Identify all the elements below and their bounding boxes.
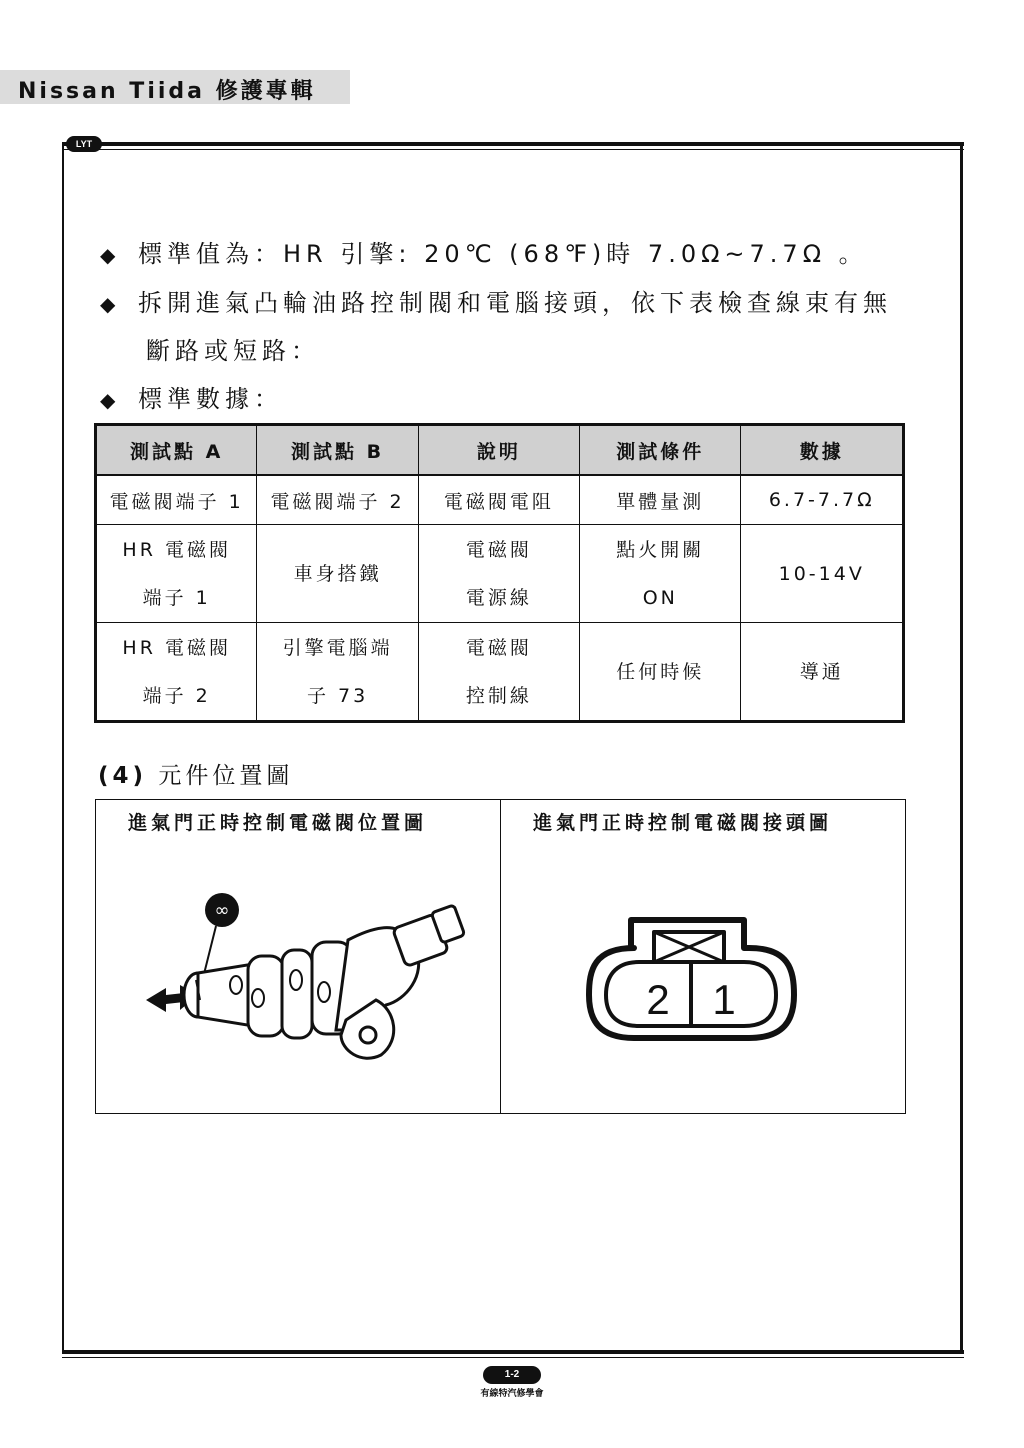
frame-right	[960, 142, 963, 1354]
component-figure-box	[95, 799, 906, 1114]
figure-title-connector: 進氣門正時控制電磁閥接頭圖	[533, 812, 833, 834]
bottom-rule	[62, 1350, 964, 1354]
bullet-standard-data	[100, 379, 283, 414]
table-cell	[96, 525, 257, 623]
top-rule	[62, 142, 964, 146]
cell-line: 端子 1	[142, 586, 211, 609]
bottom-rule-thin	[62, 1357, 964, 1358]
col-header-test-condition: 測試條件	[580, 425, 741, 476]
col-header-description: 說明	[418, 425, 579, 476]
cell-line: 電磁閥	[465, 636, 532, 659]
bullet-standard-value	[100, 234, 868, 269]
figure-title-location: 進氣門正時控制電磁閥位置圖	[128, 812, 428, 834]
logo-badge: LYT	[66, 136, 102, 152]
cell-line: HR 電磁閥	[122, 636, 231, 659]
header-title: Nissan Tiida 修護專輯	[18, 79, 316, 104]
connector-pin-1: 1	[712, 976, 736, 1023]
figure-divider	[500, 800, 501, 1113]
bullet-disconnect	[100, 283, 892, 318]
cell-line: 點火開關	[616, 538, 705, 561]
table-cell	[418, 623, 579, 722]
diamond-bullet-icon: ◆	[100, 243, 116, 267]
cell-line: 引擎電腦端	[282, 636, 393, 659]
bullet-text: 標準值為：HR 引擎: 20℃ (68℉)時 7.0Ω~7.7Ω 。	[138, 240, 868, 268]
cell-line: 車身搭鐵	[293, 562, 382, 585]
diamond-bullet-icon: ◆	[100, 388, 116, 412]
col-header-test-point-a: 測試點 A	[96, 425, 257, 476]
col-header-test-point-b: 測試點 B	[257, 425, 418, 476]
section-title	[98, 757, 293, 790]
callout-label: ∞	[214, 900, 230, 921]
bullet-text: 拆開進氣凸輪油路控制閥和電腦接頭，依下表檢查線束有無	[138, 289, 892, 317]
table-row	[96, 475, 904, 525]
table-header-row	[96, 425, 904, 476]
cell-line: 任何時候	[616, 660, 705, 683]
table-cell	[96, 623, 257, 722]
cell-line: 電源線	[465, 586, 532, 609]
cell-line: ON	[642, 586, 678, 609]
table-cell: 6.7-7.7Ω	[741, 475, 904, 525]
table-cell	[580, 525, 741, 623]
cell-line: HR 電磁閥	[122, 538, 231, 561]
standard-data-table	[94, 423, 905, 723]
publisher-footer: 有線特汽修學會	[480, 1389, 544, 1399]
table-cell	[741, 623, 904, 722]
bullet-continuation: 斷路或短路：	[146, 337, 320, 365]
cell-line: 子 73	[306, 684, 369, 707]
cell-line: 端子 2	[142, 684, 211, 707]
section-number: (4)	[98, 763, 148, 789]
table-row	[96, 623, 904, 722]
table-row	[96, 525, 904, 623]
connector-pin-2: 2	[646, 976, 670, 1023]
bullet-text: 標準數據：	[138, 385, 283, 413]
table-cell	[580, 623, 741, 722]
col-header-data: 數據	[741, 425, 904, 476]
cell-line: 導通	[799, 660, 844, 683]
top-rule-thin	[62, 149, 964, 150]
table-cell	[257, 525, 418, 623]
section-title-text: 元件位置圖	[158, 763, 294, 789]
page-number-badge: 1-2	[483, 1366, 541, 1384]
cell-line: 10-14V	[778, 562, 865, 585]
connector-diagram	[584, 910, 799, 1050]
table-cell	[741, 525, 904, 623]
table-cell	[257, 623, 418, 722]
diamond-bullet-icon: ◆	[100, 292, 116, 316]
solenoid-valve-illustration	[136, 880, 476, 1080]
cell-line: 電磁閥	[465, 538, 532, 561]
cell-line: 控制線	[465, 684, 532, 707]
table-cell	[418, 525, 579, 623]
table-cell: 電磁閥端子 1	[96, 475, 257, 525]
table-cell: 單體量測	[580, 475, 741, 525]
table-cell: 電磁閥端子 2	[257, 475, 418, 525]
frame-left	[62, 142, 64, 1354]
table-cell: 電磁閥電阻	[418, 475, 579, 525]
